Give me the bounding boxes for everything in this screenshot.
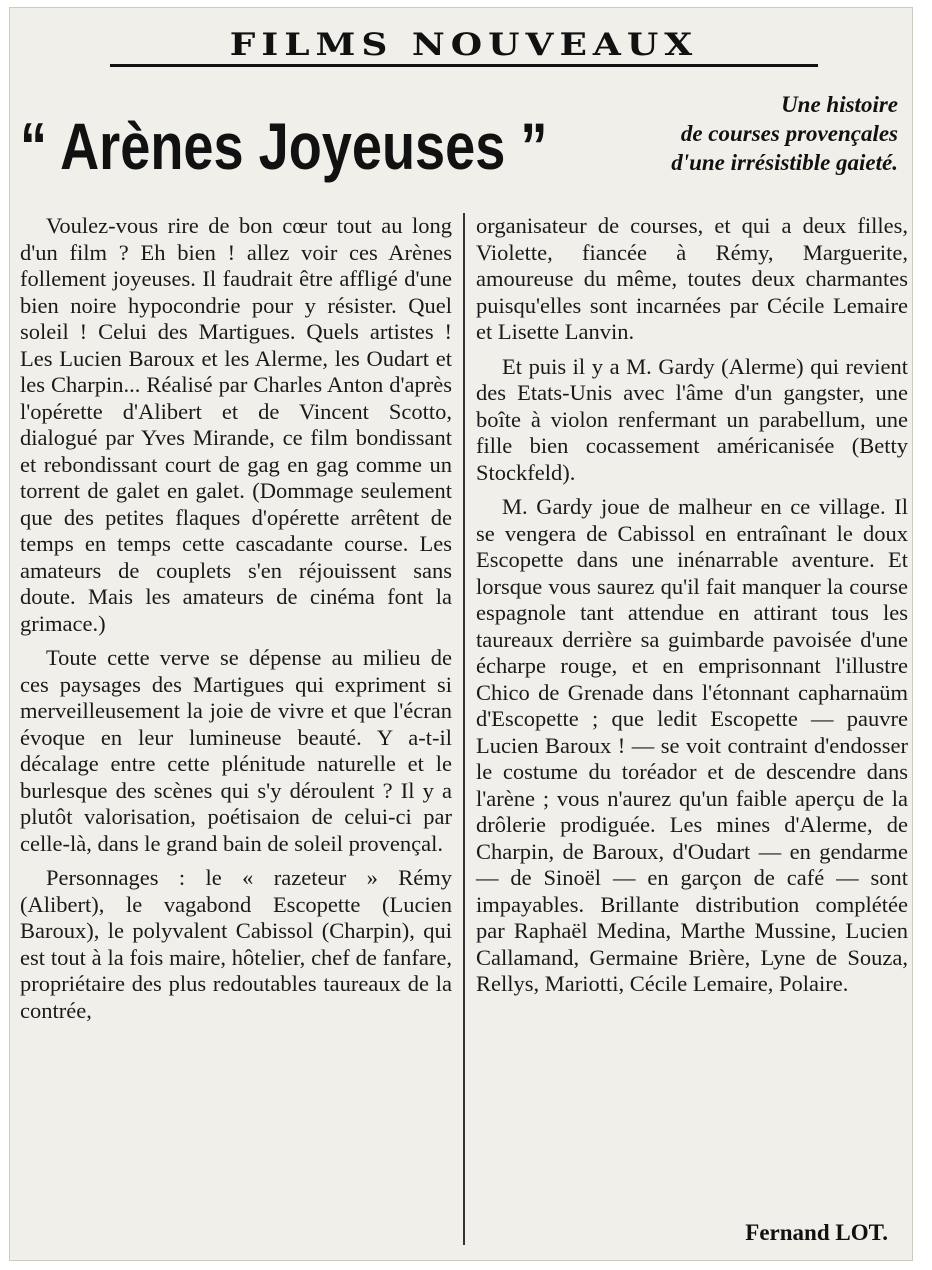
left-column xyxy=(20,213,452,1032)
banner-underline xyxy=(110,64,818,67)
subtitle-line: de courses provençales xyxy=(680,121,898,146)
section-banner: FILMS NOUVEAUX xyxy=(229,27,699,63)
newspaper-clipping xyxy=(10,8,912,1260)
subtitle-line: d'une irrésistible gaieté. xyxy=(671,150,898,175)
paragraph: M. Gardy joue de malheur en ce village. Il se vengera de Cabissol en entraînant le doux Escopette dans une inénarrable aventure. Et lorsque vous saurez qu'il fait manquer la course espagnole tant attendue en attirant tous les taureaux derrière sa guimbarde pavoisée d'une écharpe rouge, et en emprisonnant l'illustre Chico de Grenade dans l'étonnant capharnaüm d'Escopette ; que ledit Escopette — pauvre Lucien Baroux ! — se voit contraint d'endosser le costume du toréador et de descendre dans l'arène ; vous n'aurez qu'un faible aperçu de la drôlerie prodiguée. Les mines d'Alerme, de Charpin, de Baroux, d'Oudart — en gendarme — de Sinoël — en garçon de café — sont impayables. Brillante distribution complétée par Raphaël Medina, Marthe Mussine, Lucien Callamand, Germaine Brière, Lyne de Souza, Rellys, Mariotti, Cécile Lemaire, Polaire. xyxy=(476,494,908,996)
article-subtitle xyxy=(550,90,898,177)
article-headline: “ Arènes Joyeuses ” xyxy=(20,109,548,183)
paragraph: Toute cette verve se dépense au milieu de ces paysages des Martigues qui expriment si merveilleusement la joie de vivre et que l'écran évoque en leur lumineuse beauté. Y a-t-il décalage entre cette plénitude naturelle et le burlesque des scènes qui s'y déroulent ? Il y a plutôt valorisation, poétisaion de celui-ci par celle-là, dans le grand bain de soleil provençal. xyxy=(20,645,452,856)
right-column xyxy=(476,213,908,1006)
paragraph: Et puis il y a M. Gardy (Alerme) qui revient des Etats-Unis avec l'âme d'un gangster, une boîte à violon renfermant un parabellum, une fille bien cocassement américanisée (Betty Stockfeld). xyxy=(476,353,908,485)
paragraph: Personnages : le « razeteur » Rémy (Alibert), le vagabond Escopette (Lucien Baroux), le polyvalent Cabissol (Charpin), qui est tout à la fois maire, hôtelier, chef de fanfare, propriétaire des plus redoutables taureaux de la contrée, xyxy=(20,865,452,1023)
subtitle-line: Une histoire xyxy=(781,92,898,117)
author-signature: Fernand LOT. xyxy=(745,1220,888,1245)
column-divider xyxy=(463,213,465,1245)
paragraph: organisateur de courses, et qui a deux filles, Violette, fiancée à Rémy, Marguerite, amoureuse du même, toutes deux charmantes puisqu'elles sont incarnées par Cécile Lemaire et Lisette Lanvin. xyxy=(476,213,908,344)
paragraph: Voulez-vous rire de bon cœur tout au long d'un film ? Eh bien ! allez voir ces Arènes follement joyeuses. Il faudrait être affligé d'une bien noire hypocondrie pour y résister. Quel soleil ! Celui des Martigues. Quels artistes ! Les Lucien Baroux et les Alerme, les Oudart et les Charpin... Réalisé par Charles Anton d'après l'opérette d'Alibert et de Vincent Scotto, dialogué par Yves Mirande, ce film bondissant et rebondissant court de gag en gag comme un torrent de galet en galet. (Dommage seulement que des petites flaques d'opérette arrêtent de temps en temps cette cascadante course. Les amateurs de couplets s'en réjouissent sans doute. Mais les amateurs de cinéma font la grimace.) xyxy=(20,213,452,636)
